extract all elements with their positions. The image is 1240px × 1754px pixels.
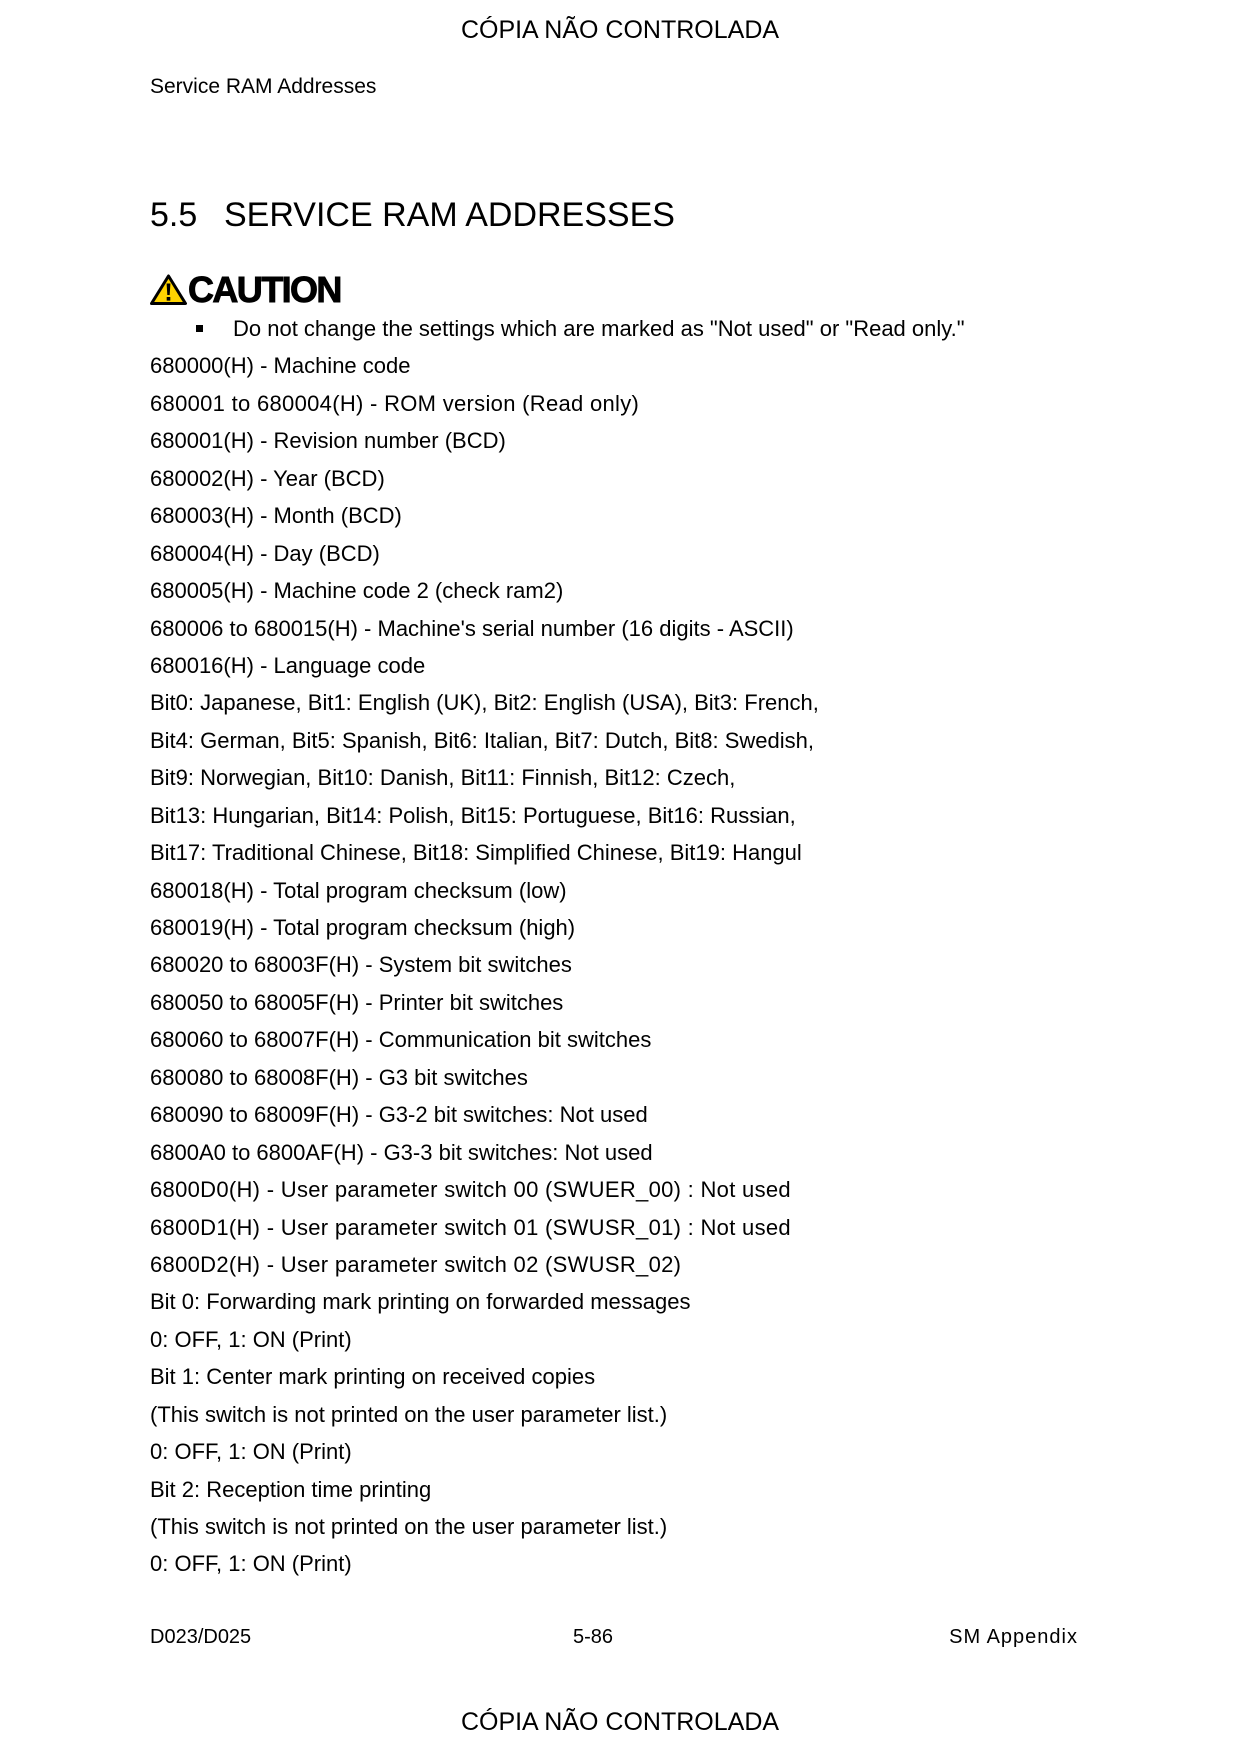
- footer-section-name: SM Appendix: [949, 1626, 1078, 1648]
- bit-values: 0: OFF, 1: ON (Print): [150, 1326, 352, 1352]
- language-bit-list: Bit0: Japanese, Bit1: English (UK), Bit2: English (USA), Bit3: French,: [150, 690, 819, 716]
- address-entry: 680019(H) - Total program checksum (high): [150, 915, 576, 940]
- address-entry: 6800D1(H) - User parameter switch 01 (SWUSR_01) : Not used: [150, 1214, 791, 1240]
- bit-values: 0: OFF, 1: ON (Print): [150, 1551, 352, 1577]
- address-entry: 680060 to 68007F(H) - Communication bit switches: [150, 1027, 652, 1053]
- address-entry: 680005(H) - Machine code 2 (check ram2): [150, 578, 564, 604]
- language-bit-list: Bit9: Norwegian, Bit10: Danish, Bit11: Finnish, Bit12: Czech,: [150, 765, 736, 791]
- language-bit-list: Bit13: Hungarian, Bit14: Polish, Bit15: Portuguese, Bit16: Russian,: [150, 802, 796, 828]
- square-bullet-icon: [196, 325, 203, 332]
- bit-description: Bit 1: Center mark printing on received copies: [150, 1364, 596, 1390]
- address-entry: 6800A0 to 6800AF(H) - G3-3 bit switches: Not used: [150, 1139, 653, 1165]
- section-number: 5.5: [150, 196, 198, 234]
- note-line: (This switch is not printed on the user parameter list.): [150, 1514, 668, 1539]
- address-entry: 680018(H) - Total program checksum (low): [150, 877, 567, 903]
- address-entry: 6800D2(H) - User parameter switch 02 (SWUSR_02): [150, 1251, 682, 1277]
- caution-label: CAUTION: [188, 269, 341, 310]
- language-bit-list: Bit17: Traditional Chinese, Bit18: Simplified Chinese, Bit19: Hangul: [150, 840, 802, 866]
- bit-description: Bit 0: Forwarding mark printing on forwarded messages: [150, 1289, 691, 1315]
- footer-page-number: 5-86: [572, 1626, 614, 1648]
- address-entry: 680090 to 68009F(H) - G3-2 bit switches: Not used: [150, 1102, 648, 1128]
- address-entry: 680016(H) - Language code: [150, 652, 426, 678]
- address-entry: 6800D0(H) - User parameter switch 00 (SWUER_00) : Not used: [150, 1177, 791, 1203]
- footer-model-code: D023/D025: [150, 1626, 252, 1648]
- address-entry: 680004(H) - Day (BCD): [150, 540, 380, 566]
- address-entry: 680080 to 68008F(H) - G3 bit switches: [150, 1064, 528, 1090]
- address-entry: 680001(H) - Revision number (BCD): [150, 428, 506, 454]
- running-header: Service RAM Addresses: [150, 75, 377, 98]
- section-title: SERVICE RAM ADDRESSES: [224, 196, 675, 234]
- bit-values: 0: OFF, 1: ON (Print): [150, 1439, 352, 1465]
- caution-banner: [150, 269, 341, 310]
- bit-description: Bit 2: Reception time printing: [150, 1476, 432, 1502]
- caution-bullet-item: [150, 310, 1150, 347]
- note-line: (This switch is not printed on the user parameter list.): [150, 1401, 668, 1427]
- address-entry: 680006 to 680015(H) - Machine's serial number (16 digits - ASCII): [150, 615, 794, 641]
- warning-triangle-icon: [150, 274, 187, 305]
- address-entry: 680000(H) - Machine code: [150, 353, 411, 379]
- language-bit-list: Bit4: German, Bit5: Spanish, Bit6: Italian, Bit7: Dutch, Bit8: Swedish,: [150, 727, 814, 753]
- address-entry: 680002(H) - Year (BCD): [150, 465, 385, 491]
- body-text: [150, 310, 1150, 1583]
- caution-bullet-text: Do not change the settings which are marked as "Not used" or "Read only.": [233, 316, 965, 341]
- address-entry: 680001 to 680004(H) - ROM version (Read only): [150, 390, 640, 416]
- address-entry: 680020 to 68003F(H) - System bit switches: [150, 952, 572, 978]
- watermark-top: CÓPIA NÃO CONTROLADA: [460, 16, 780, 44]
- watermark-bottom: CÓPIA NÃO CONTROLADA: [460, 1708, 780, 1736]
- address-entry: 680003(H) - Month (BCD): [150, 503, 402, 529]
- exclamation-dot: [167, 297, 171, 301]
- address-entry: 680050 to 68005F(H) - Printer bit switches: [150, 989, 564, 1015]
